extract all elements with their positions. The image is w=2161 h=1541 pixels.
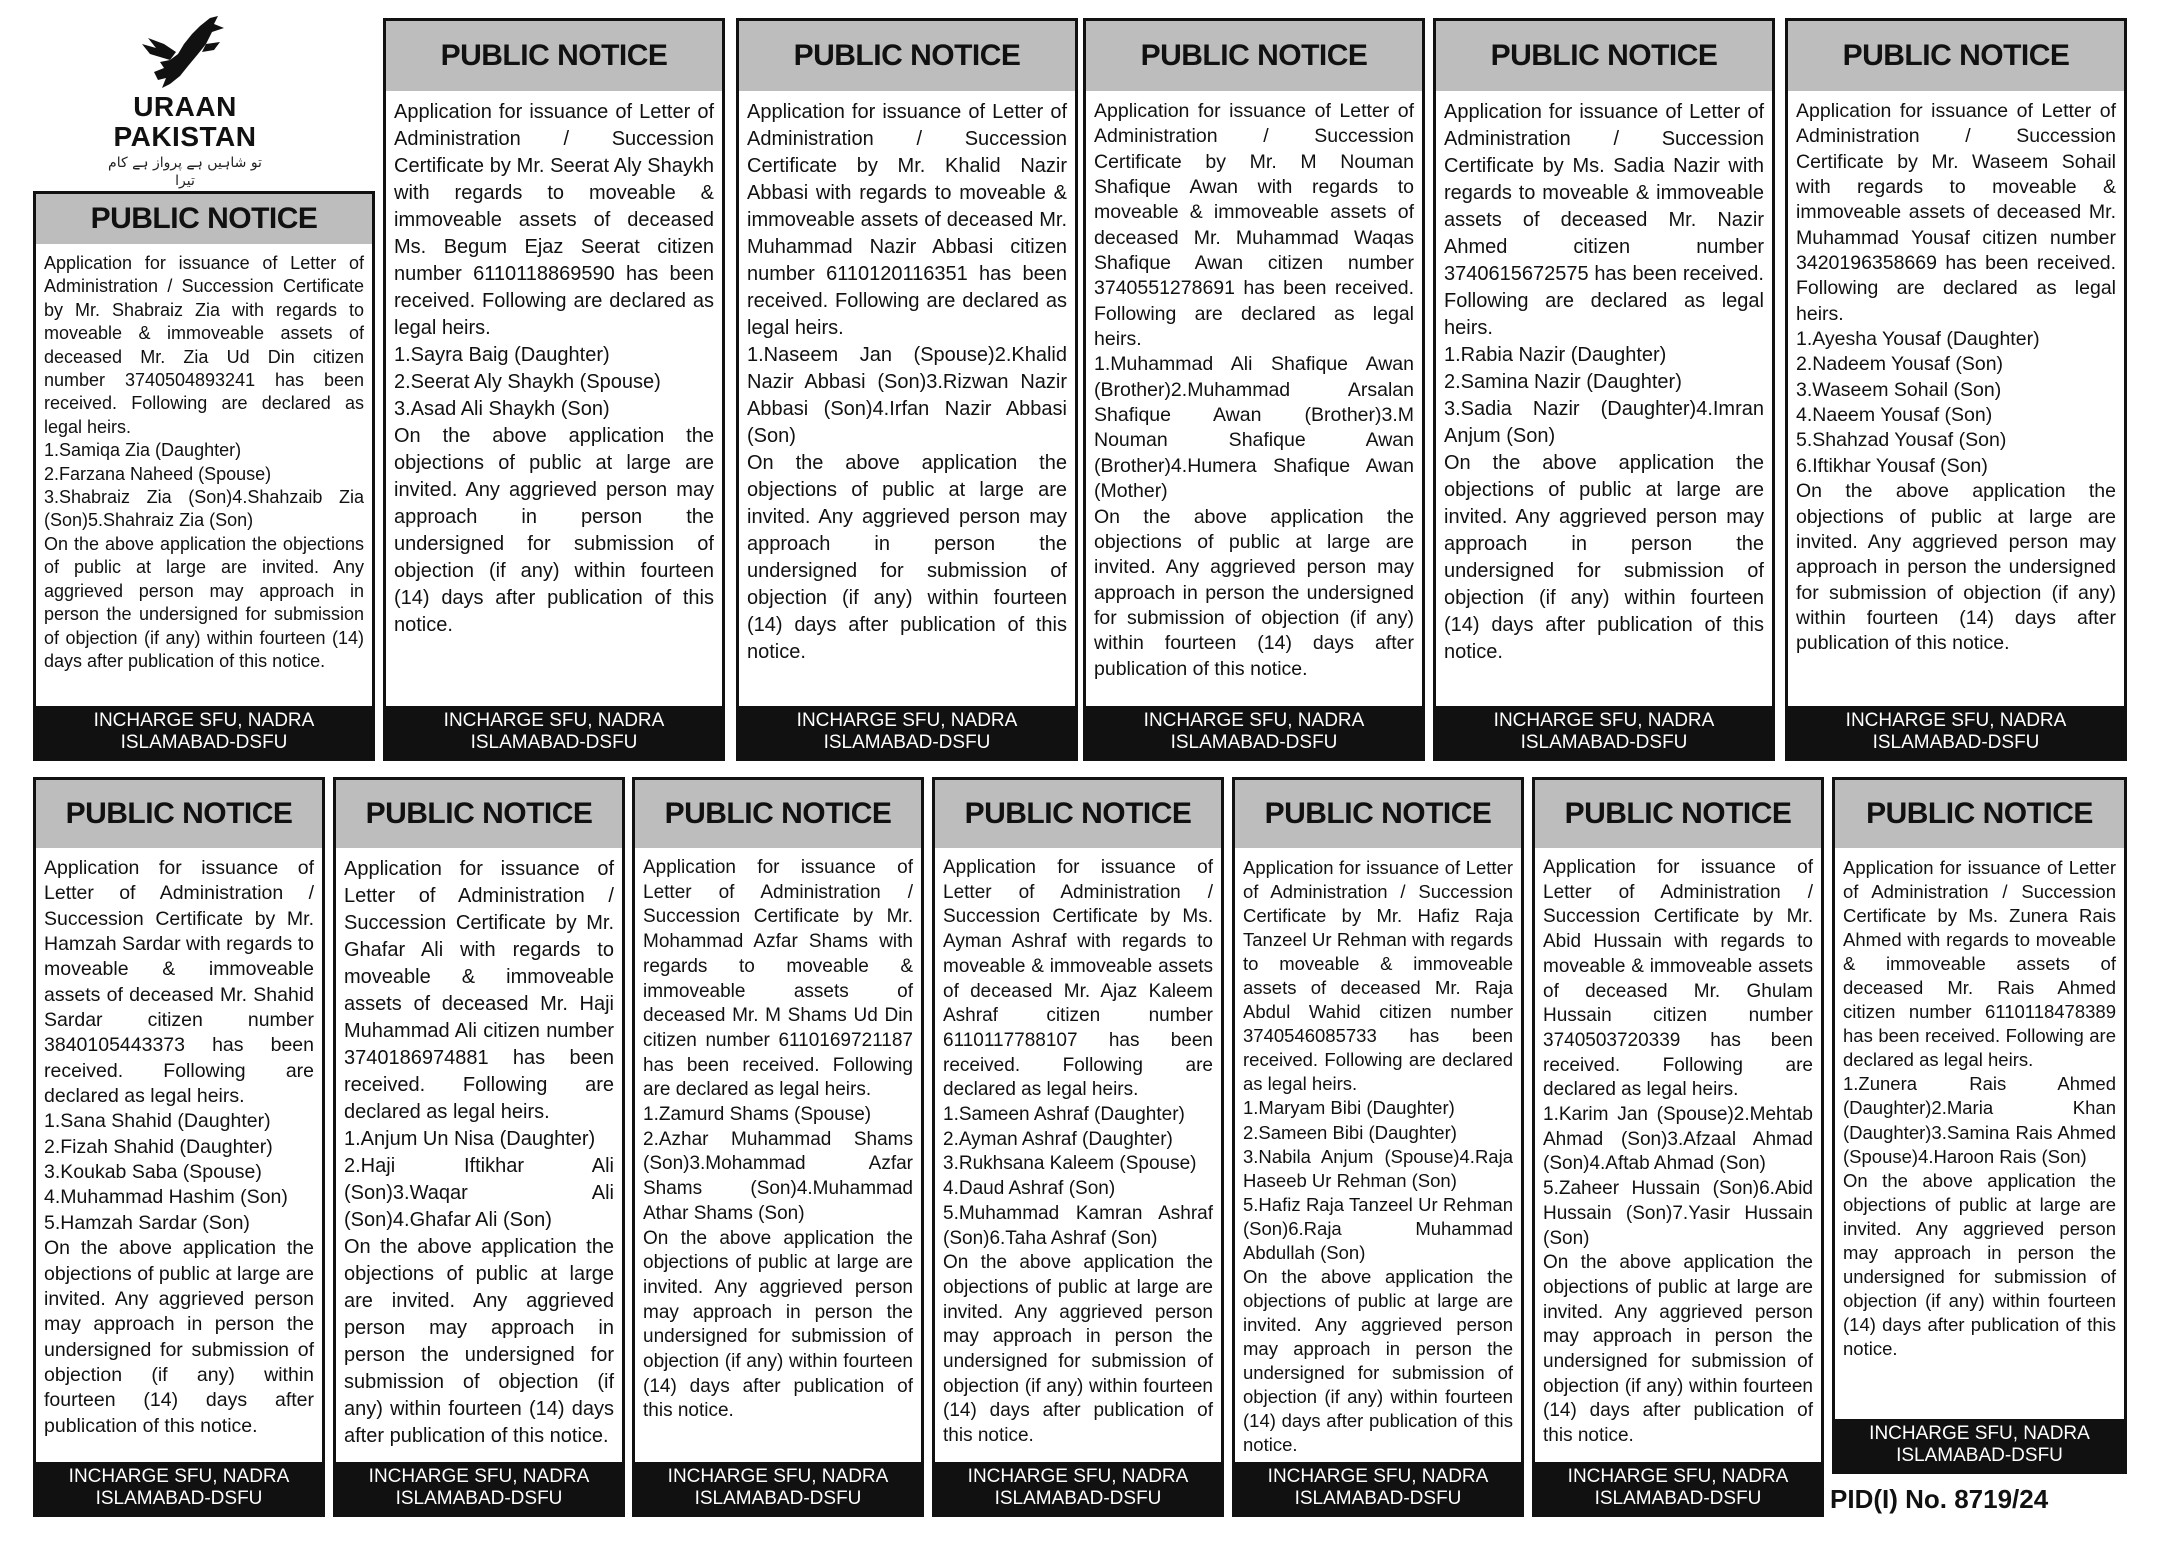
notice-footer [336, 1462, 622, 1514]
notice-body [739, 91, 1075, 706]
notice-footer [386, 706, 722, 758]
notice-footer-location: ISLAMABAD-DSFU [395, 1488, 563, 1509]
notice-intro: Application for issuance of Letter of Administration / Succession Certificate by Mr. Khalid Nazir Abbasi with regards to moveable & immoveable assets of deceased Mr. Muhammad Nazir Abbasi citizen number 6110120116351 has been received. Following are declared as legal heirs. [747, 101, 1067, 339]
notice-footer-location: ISLAMABAD-DSFU [95, 1488, 263, 1509]
notice-closing: On the above application the objections of public at large are invited. Any aggrieved person may approach in person the undersigned for submission of objection (if any) within fourteen (14) days after publication of this notice. [1444, 452, 1764, 663]
legal-heir-line: 3.Sadia Nazir (Daughter)4.Imran Anjum (Son) [1444, 398, 1764, 447]
public-notice [932, 777, 1224, 1517]
notice-heading: PUBLIC NOTICE [935, 780, 1221, 848]
legal-heir-line: 1.Muhammad Ali Shafique Awan (Brother)2.Muhammad Arsalan Shafique Awan (Brother)3.M Nouman Shafique Awan (Brother)4.Humera Shafique Awan (Mother) [1094, 353, 1414, 503]
legal-heir-line: 3.Rukhsana Kaleem (Spouse) [943, 1153, 1197, 1175]
legal-heir-line: 5.Shahzad Yousaf (Son) [1796, 429, 2007, 452]
notice-body [635, 848, 921, 1462]
notice-intro: Application for issuance of Letter of Administration / Succession Certificate by Ms. Zunera Rais Ahmed with regards to moveable & immoveable assets of deceased Mr. Rais Ahmed citizen number 6110118478389 has been received. Following are declared as legal heirs. [1843, 857, 2116, 1071]
notice-heading: PUBLIC NOTICE [336, 780, 622, 848]
logo-brand-line1: URAAN [133, 91, 237, 122]
notice-closing: On the above application the objections of public at large are invited. Any aggrieved person may approach in person the undersigned for submission of objection (if any) within fourteen (14) days after publication of this notice. [643, 1227, 913, 1422]
notice-heading: PUBLIC NOTICE [1535, 780, 1821, 848]
notice-footer-office: INCHARGE SFU, NADRA [368, 1466, 590, 1487]
logo-brand-line2: PAKISTAN [113, 121, 257, 152]
notice-body [1086, 91, 1422, 706]
notice-heading: PUBLIC NOTICE [1835, 780, 2124, 848]
notice-closing: On the above application the objections of public at large are invited. Any aggrieved person may approach in person the undersigned for submission of objection (if any) within fourteen (14) days after publication of this notice. [1094, 505, 1414, 680]
notice-footer-office: INCHARGE SFU, NADRA [1493, 710, 1715, 731]
notice-footer-location: ISLAMABAD-DSFU [1872, 732, 2040, 753]
notice-footer [935, 1462, 1221, 1514]
notice-heading: PUBLIC NOTICE [1086, 21, 1422, 91]
notice-body [1788, 91, 2124, 706]
legal-heir-line: 3.Koukab Saba (Spouse) [44, 1161, 262, 1184]
legal-heir-line: 3.Asad Ali Shaykh (Son) [394, 398, 610, 420]
legal-heir-line: 2.Fizah Shahid (Daughter) [44, 1135, 273, 1158]
notice-intro: Application for issuance of Letter of Administration / Succession Certificate by Ms. Sadia Nazir with regards to moveable & immoveable assets of deceased Mr. Nazir Ahmed citizen number 3740615672575 has been received. Following are declared as legal heirs. [1444, 101, 1764, 339]
notice-heading: PUBLIC NOTICE [386, 21, 722, 91]
notice-intro: Application for issuance of Letter of Administration / Succession Certificate by Mr. Seerat Aly Shaykh with regards to moveable & immoveable assets of deceased Ms. Begum Ejaz Seerat citizen number 6110118869590 has been received. Following are declared as legal heirs. [394, 101, 714, 339]
notice-body [36, 848, 322, 1462]
notice-footer [739, 706, 1075, 758]
notice-footer [1436, 706, 1772, 758]
notice-footer-location: ISLAMABAD-DSFU [823, 732, 991, 753]
notice-intro: Application for issuance of Letter of Administration / Succession Certificate by Mr. Hafiz Raja Tanzeel Ur Rehman with regards to moveable & immoveable assets of deceased Mr. Raja Abdul Wahid citizen number 3740546085733 has been received. Following are declared as legal heirs. [1243, 857, 1513, 1095]
legal-heir-line: 5.Muhammad Kamran Ashraf (Son)6.Taha Ashraf (Son) [943, 1202, 1213, 1249]
notice-footer-location: ISLAMABAD-DSFU [1594, 1488, 1762, 1509]
notice-footer [36, 1462, 322, 1514]
notice-footer-office: INCHARGE SFU, NADRA [68, 1466, 290, 1487]
notice-closing: On the above application the objections of public at large are invited. Any aggrieved person may approach in person the undersigned for submission of objection (if any) within fourteen (14) days after publication of this notice. [1796, 480, 2116, 655]
notice-intro: Application for issuance of Letter of Administration / Succession Certificate by Mr. Mohammad Azfar Shams with regards to moveable & immoveable assets of deceased Mr. M Shams Ud Din citizen number 6110169721187 has been received. Following are declared as legal heirs. [643, 857, 913, 1101]
notice-footer-office: INCHARGE SFU, NADRA [1567, 1466, 1789, 1487]
legal-heir-line: 5.Hafiz Raja Tanzeel Ur Rehman (Son)6.Raja Muhammad Abdullah (Son) [1243, 1193, 1513, 1263]
notice-footer-office: INCHARGE SFU, NADRA [967, 1466, 1189, 1487]
legal-heir-line: 2.Samina Nazir (Daughter) [1444, 371, 1682, 393]
legal-heir-line: 1.Sayra Baig (Daughter) [394, 344, 610, 366]
legal-heir-line: 2.Haji Iftikhar Ali (Son)3.Waqar Ali (Son)4.Ghafar Ali (Son) [344, 1155, 614, 1231]
notice-footer-location: ISLAMABAD-DSFU [1896, 1445, 2063, 1466]
notice-footer [36, 706, 372, 758]
legal-heir-line: 1.Maryam Bibi (Daughter) [1243, 1097, 1455, 1119]
notice-body [386, 91, 722, 706]
public-notice [383, 18, 725, 761]
notice-closing: On the above application the objections of public at large are invited. Any aggrieved person may approach in person the undersigned for submission of objection (if any) within fourteen (14) days after publication of this notice. [943, 1252, 1213, 1447]
notice-footer-location: ISLAMABAD-DSFU [694, 1488, 862, 1509]
notice-intro: Application for issuance of Letter of Administration / Succession Certificate by Mr. Waseem Sohail with regards to moveable & immoveable assets of deceased Mr. Muhammad Yousaf citizen number 3420196358669 has been received. Following are declared as legal heirs. [1796, 100, 2116, 325]
legal-heir-line: 5.Hamzah Sardar (Son) [44, 1211, 250, 1234]
notice-heading: PUBLIC NOTICE [739, 21, 1075, 91]
public-notice [1083, 18, 1425, 761]
notice-intro: Application for issuance of Letter of Administration / Succession Certificate by Ms. Ayman Ashraf with regards to moveable & immoveable assets of deceased Mr. Ajaz Kaleem Ashraf citizen number 6110117788107 has been received. Following are declared as legal heirs. [943, 857, 1213, 1101]
notice-footer [635, 1462, 921, 1514]
legal-heir-line: 5.Zaheer Hussain (Son)6.Abid Hussain (Son)7.Yasir Hussain (Son) [1543, 1178, 1813, 1249]
notice-footer [1835, 1419, 2124, 1471]
pid-number: PID(I) No. 8719/24 [1830, 1484, 2049, 1514]
legal-heir-line: 2.Azhar Muhammad Shams (Son)3.Mohammad Azfar Shams (Son)4.Muhammad Athar Shams (Son) [643, 1128, 913, 1224]
notice-footer-office: INCHARGE SFU, NADRA [93, 710, 315, 731]
notice-heading: PUBLIC NOTICE [1436, 21, 1772, 91]
public-notice [1785, 18, 2127, 761]
notice-footer-office: INCHARGE SFU, NADRA [1869, 1423, 2090, 1444]
notice-intro: Application for issuance of Letter of Administration / Succession Certificate by Mr. Abid Hussain with regards to moveable & immoveable assets of deceased Mr. Ghulam Hussain citizen number 3740503720339 has been received. Following are declared as legal heirs. [1543, 857, 1813, 1101]
notice-heading: PUBLIC NOTICE [1235, 780, 1521, 848]
legal-heir-line: 4.Muhammad Hashim (Son) [44, 1186, 288, 1209]
public-notice [1832, 777, 2127, 1474]
legal-heir-line: 2.Ayman Ashraf (Daughter) [943, 1128, 1173, 1150]
notice-footer-location: ISLAMABAD-DSFU [1294, 1488, 1462, 1509]
legal-heir-line: 1.Zunera Rais Ahmed (Daughter)2.Maria Khan (Daughter)3.Samina Rais Ahmed (Spouse)4.Haroon Rais (Son) [1843, 1073, 2116, 1167]
notice-footer [1235, 1462, 1521, 1514]
uraan-pakistan-logo [105, 14, 265, 189]
public-notice [1232, 777, 1524, 1517]
notice-closing: On the above application the objections of public at large are invited. Any aggrieved person may approach in person the undersigned for submission of objection (if any) within fourteen (14) days after publication of this notice. [1543, 1252, 1813, 1447]
notice-footer-office: INCHARGE SFU, NADRA [1267, 1466, 1489, 1487]
notice-footer [1788, 706, 2124, 758]
notice-footer-office: INCHARGE SFU, NADRA [667, 1466, 889, 1487]
public-notice [333, 777, 625, 1517]
legal-heir-line: 1.Zamurd Shams (Spouse) [643, 1104, 872, 1126]
notice-body [336, 848, 622, 1462]
legal-heir-line: 1.Ayesha Yousaf (Daughter) [1796, 328, 2040, 351]
notice-closing: On the above application the objections of public at large are invited. Any aggrieved person may approach in person the undersigned for submission of objection (if any) within fourteen (14) days after publication of this notice. [44, 1237, 314, 1437]
notice-intro: Application for issuance of Letter of Administration / Succession Certificate by Mr. Ghafar Ali with regards to moveable & immoveable assets of deceased Mr. Haji Muhammad Ali citizen number 3740186974881 has been received. Following are declared as legal heirs. [344, 858, 614, 1123]
legal-heir-line: 3.Shabraiz Zia (Son)4.Shahzaib Zia (Son)5.Shahraiz Zia (Son) [44, 487, 364, 531]
legal-heir-line: 3.Nabila Anjum (Spouse)4.Raja Haseeb Ur Rehman (Son) [1243, 1145, 1513, 1191]
legal-heir-line: 1.Rabia Nazir (Daughter) [1444, 344, 1667, 366]
notice-footer-office: INCHARGE SFU, NADRA [1845, 710, 2067, 731]
notice-closing: On the above application the objections of public at large are invited. Any aggrieved person may approach in person the undersigned for submission of objection (if any) within fourteen (14) days after publication of this notice. [747, 452, 1067, 663]
notice-heading: PUBLIC NOTICE [36, 194, 372, 244]
notice-body [1835, 848, 2124, 1419]
legal-heir-line: 4.Daud Ashraf (Son) [943, 1178, 1116, 1200]
notice-closing: On the above application the objections of public at large are invited. Any aggrieved person may approach in person the undersigned for submission of objection (if any) within fourteen (14) days after publication of this notice. [394, 425, 714, 636]
legal-heir-line: 6.Iftikhar Yousaf (Son) [1796, 454, 1988, 477]
notice-body [36, 244, 372, 706]
legal-heir-line: 2.Farzana Naheed (Spouse) [44, 463, 272, 484]
notice-footer-location: ISLAMABAD-DSFU [1170, 732, 1338, 753]
notice-intro: Application for issuance of Letter of Administration / Succession Certificate by Mr. Hamzah Sardar with regards to moveable & immoveable assets of deceased Mr. Shahid Sardar citizen number 3840105443373 has been received. Following are declared as legal heirs. [44, 857, 314, 1108]
public-notice [1433, 18, 1775, 761]
notice-footer [1086, 706, 1422, 758]
notice-body [1235, 848, 1521, 1462]
notice-closing: On the above application the objections of public at large are invited. Any aggrieved person may approach in person the undersigned for submission of objection (if any) within fourteen (14) days after publication of this notice. [1843, 1169, 2116, 1359]
public-notice [632, 777, 924, 1517]
legal-heir-line: 1.Naseem Jan (Spouse)2.Khalid Nazir Abbasi (Son)3.Rizwan Nazir Abbasi (Son)4.Irfan Nazir Abbasi (Son) [747, 344, 1067, 447]
notice-closing: On the above application the objections of public at large are invited. Any aggrieved person may approach in person the undersigned for submission of objection (if any) within fourteen (14) days after publication of this notice. [344, 1236, 614, 1447]
notice-footer-location: ISLAMABAD-DSFU [1520, 732, 1688, 753]
notice-heading: PUBLIC NOTICE [1788, 21, 2124, 91]
notice-intro: Application for issuance of Letter of Administration / Succession Certificate by Mr. Shabraiz Zia with regards to moveable & immoveable assets of deceased Mr. Zia Ud Din citizen number 3740504893241 has been received. Following are declared as legal heirs. [44, 253, 364, 437]
notice-footer-location: ISLAMABAD-DSFU [120, 732, 288, 753]
public-notice [33, 777, 325, 1517]
notice-body [1535, 848, 1821, 1462]
legal-heir-line: 1.Sameen Ashraf (Daughter) [943, 1104, 1185, 1126]
notice-footer-location: ISLAMABAD-DSFU [470, 732, 638, 753]
notice-closing: On the above application the objections of public at large are invited. Any aggrieved person may approach in person the undersigned for submission of objection (if any) within fourteen (14) days after publication of this notice. [1243, 1265, 1513, 1456]
legal-heir-line: 1.Anjum Un Nisa (Daughter) [344, 1128, 596, 1150]
notice-footer-location: ISLAMABAD-DSFU [994, 1488, 1162, 1509]
notice-body [1436, 91, 1772, 706]
notice-heading: PUBLIC NOTICE [36, 780, 322, 848]
notice-closing: On the above application the objections of public at large are invited. Any aggrieved person may approach in person the undersigned for submission of objection (if any) within fourteen (14) days after publication of this notice. [44, 533, 364, 671]
public-notice [736, 18, 1078, 761]
legal-heir-line: 2.Seerat Aly Shaykh (Spouse) [394, 371, 661, 393]
eagle-icon [140, 14, 230, 92]
legal-heir-line: 2.Sameen Bibi (Daughter) [1243, 1121, 1457, 1143]
public-notice [1532, 777, 1824, 1517]
notice-footer-office: INCHARGE SFU, NADRA [443, 710, 665, 731]
notice-heading: PUBLIC NOTICE [635, 780, 921, 848]
legal-heir-line: 1.Sana Shahid (Daughter) [44, 1110, 271, 1133]
public-notice [33, 191, 375, 761]
legal-heir-line: 1.Samiqa Zia (Daughter) [44, 440, 242, 461]
notice-body [935, 848, 1221, 1462]
notice-footer [1535, 1462, 1821, 1514]
legal-heir-line: 4.Naeem Yousaf (Son) [1796, 404, 1993, 427]
notice-footer-office: INCHARGE SFU, NADRA [796, 710, 1018, 731]
notice-footer-office: INCHARGE SFU, NADRA [1143, 710, 1365, 731]
notice-intro: Application for issuance of Letter of Administration / Succession Certificate by Mr. M Nouman Shafique Awan with regards to moveable & immoveable assets of deceased Mr. Muhammad Waqas Shafique Awan citizen number 3740551278691 has been received. Following are declared as legal heirs. [1094, 100, 1414, 351]
logo-tagline: تو شاہیں ہے پرواز ہے کام تیرا [108, 155, 262, 189]
legal-heir-line: 3.Waseem Sohail (Son) [1796, 378, 2002, 401]
legal-heir-line: 2.Nadeem Yousaf (Son) [1796, 353, 2004, 376]
legal-heir-line: 1.Karim Jan (Spouse)2.Mehtab Ahmad (Son)3.Afzaal Ahmad (Son)4.Aftab Ahmad (Son) [1543, 1104, 1813, 1175]
